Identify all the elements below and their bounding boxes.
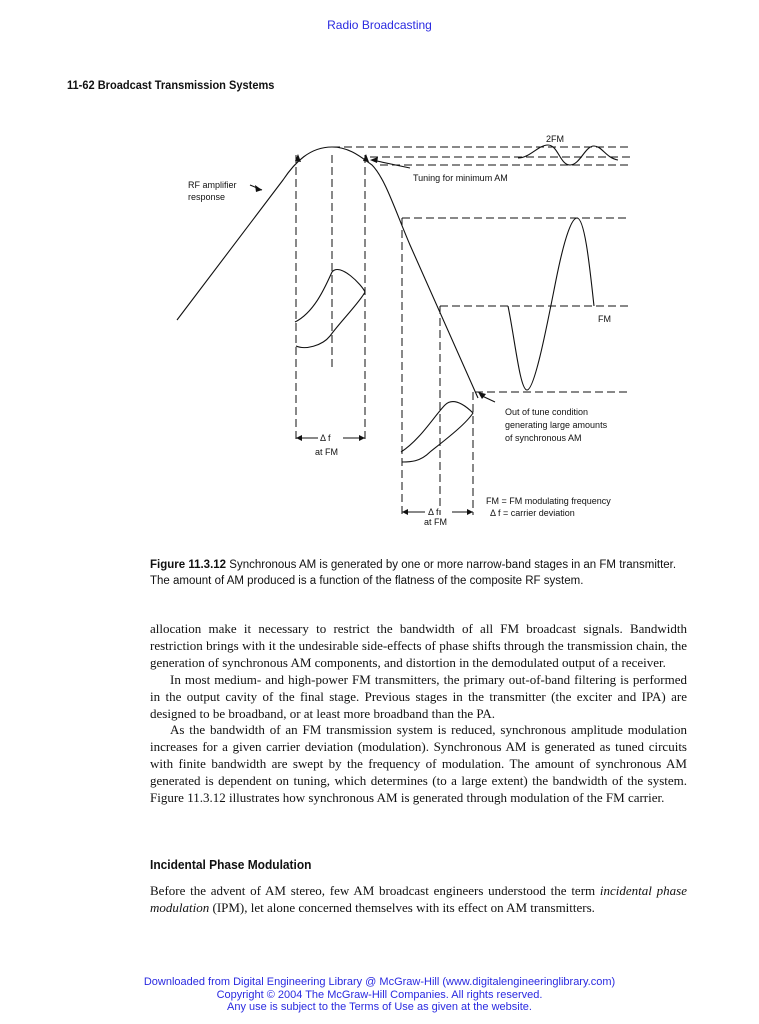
label-rf-amp-2: response bbox=[188, 192, 226, 202]
running-head: 11-62 Broadcast Transmission Systems bbox=[67, 78, 275, 92]
caption-label: Figure 11.3.12 bbox=[150, 559, 227, 571]
label-2fm: 2FM bbox=[546, 134, 564, 144]
paragraph-1: allocation make it necessary to restrict the bandwidth of all FM broadcast signals. Bandwidth restriction brings with it the undesirable side-effects of phase shifts through the transmission chain, the generation of synchronous AM components, and distortion in the demodulated output of a receiver. bbox=[150, 621, 687, 670]
paragraph-3: As the bandwidth of an FM transmission system is reduced, synchronous amplitude modulation increases for a given carrier deviation (modulation). Synchronous AM is generated as tuned circuits with finite bandwidth are swept by the frequency of modulation. The amount of synchronous AM generated is dependent on tuning, which determines (to a large extent) the bandwidth of the system. Figure 11.3.12 illustrates how synchronous AM is generated through modulation of the FM carrier. bbox=[150, 722, 687, 806]
legend-line-1: FM = FM modulating frequency bbox=[486, 496, 611, 506]
label-oot-1: Out of tune condition bbox=[505, 407, 589, 417]
body-text-2 bbox=[150, 883, 687, 917]
tuning-arrow bbox=[372, 160, 410, 168]
footer-line-3[interactable]: Any use is subject to the Terms of Use as given at the website. bbox=[227, 1001, 532, 1013]
footer-line-1[interactable]: Downloaded from Digital Engineering Library @ McGraw-Hill (www.digitalengineeringlibrary.com) bbox=[143, 976, 616, 988]
label-oot-2: generating large amounts bbox=[505, 420, 608, 430]
paragraph-2: In most medium- and high-power FM transmitters, the primary out-of-band filtering is performed in the output cavity of the final stage. Previous stages in the transmitter (the exciter and IPA) are designed to be broadband, or at least more broadband than the PA. bbox=[150, 671, 687, 721]
figure-caption bbox=[150, 557, 695, 589]
section-heading: Incidental Phase Modulation bbox=[150, 857, 312, 872]
label-delta-f-left: Δ f bbox=[320, 433, 331, 443]
caption-text: Synchronous AM is generated by one or more narrow-band stages in an FM transmitter. The amount of AM produced is a function of the flatness of the composite RF system. bbox=[150, 559, 677, 587]
right-am-waveform bbox=[401, 402, 473, 462]
label-tuning: Tuning for minimum AM bbox=[413, 173, 508, 183]
site-link[interactable]: Radio Broadcasting bbox=[327, 18, 432, 32]
label-delta-f-right: Δ f bbox=[428, 507, 439, 517]
label-rf-amp-1: RF amplifier bbox=[188, 180, 237, 190]
fm-waveform bbox=[508, 218, 594, 390]
body-text bbox=[150, 621, 687, 807]
footer-line-2: Copyright © 2004 The McGraw-Hill Companies. All rights reserved. bbox=[216, 988, 543, 1001]
label-at-fm-left: at FM bbox=[315, 447, 339, 457]
footer bbox=[0, 976, 759, 1014]
label-at-fm-right: at FM bbox=[424, 517, 448, 527]
term-ipm: incidental phase modulation bbox=[150, 883, 687, 915]
left-am-waveform bbox=[295, 270, 365, 348]
label-fm: FM bbox=[598, 314, 611, 324]
legend-line-2: Δ f = carrier deviation bbox=[490, 508, 575, 518]
label-oot-3: of synchronous AM bbox=[505, 433, 582, 443]
two-fm-waveform bbox=[518, 145, 618, 165]
paragraph-4: Before the advent of AM stereo, few AM broadcast engineers understood the term incidental phase modulation (IPM), let alone concerned themselves with its effect on AM transmitters. bbox=[150, 883, 687, 915]
